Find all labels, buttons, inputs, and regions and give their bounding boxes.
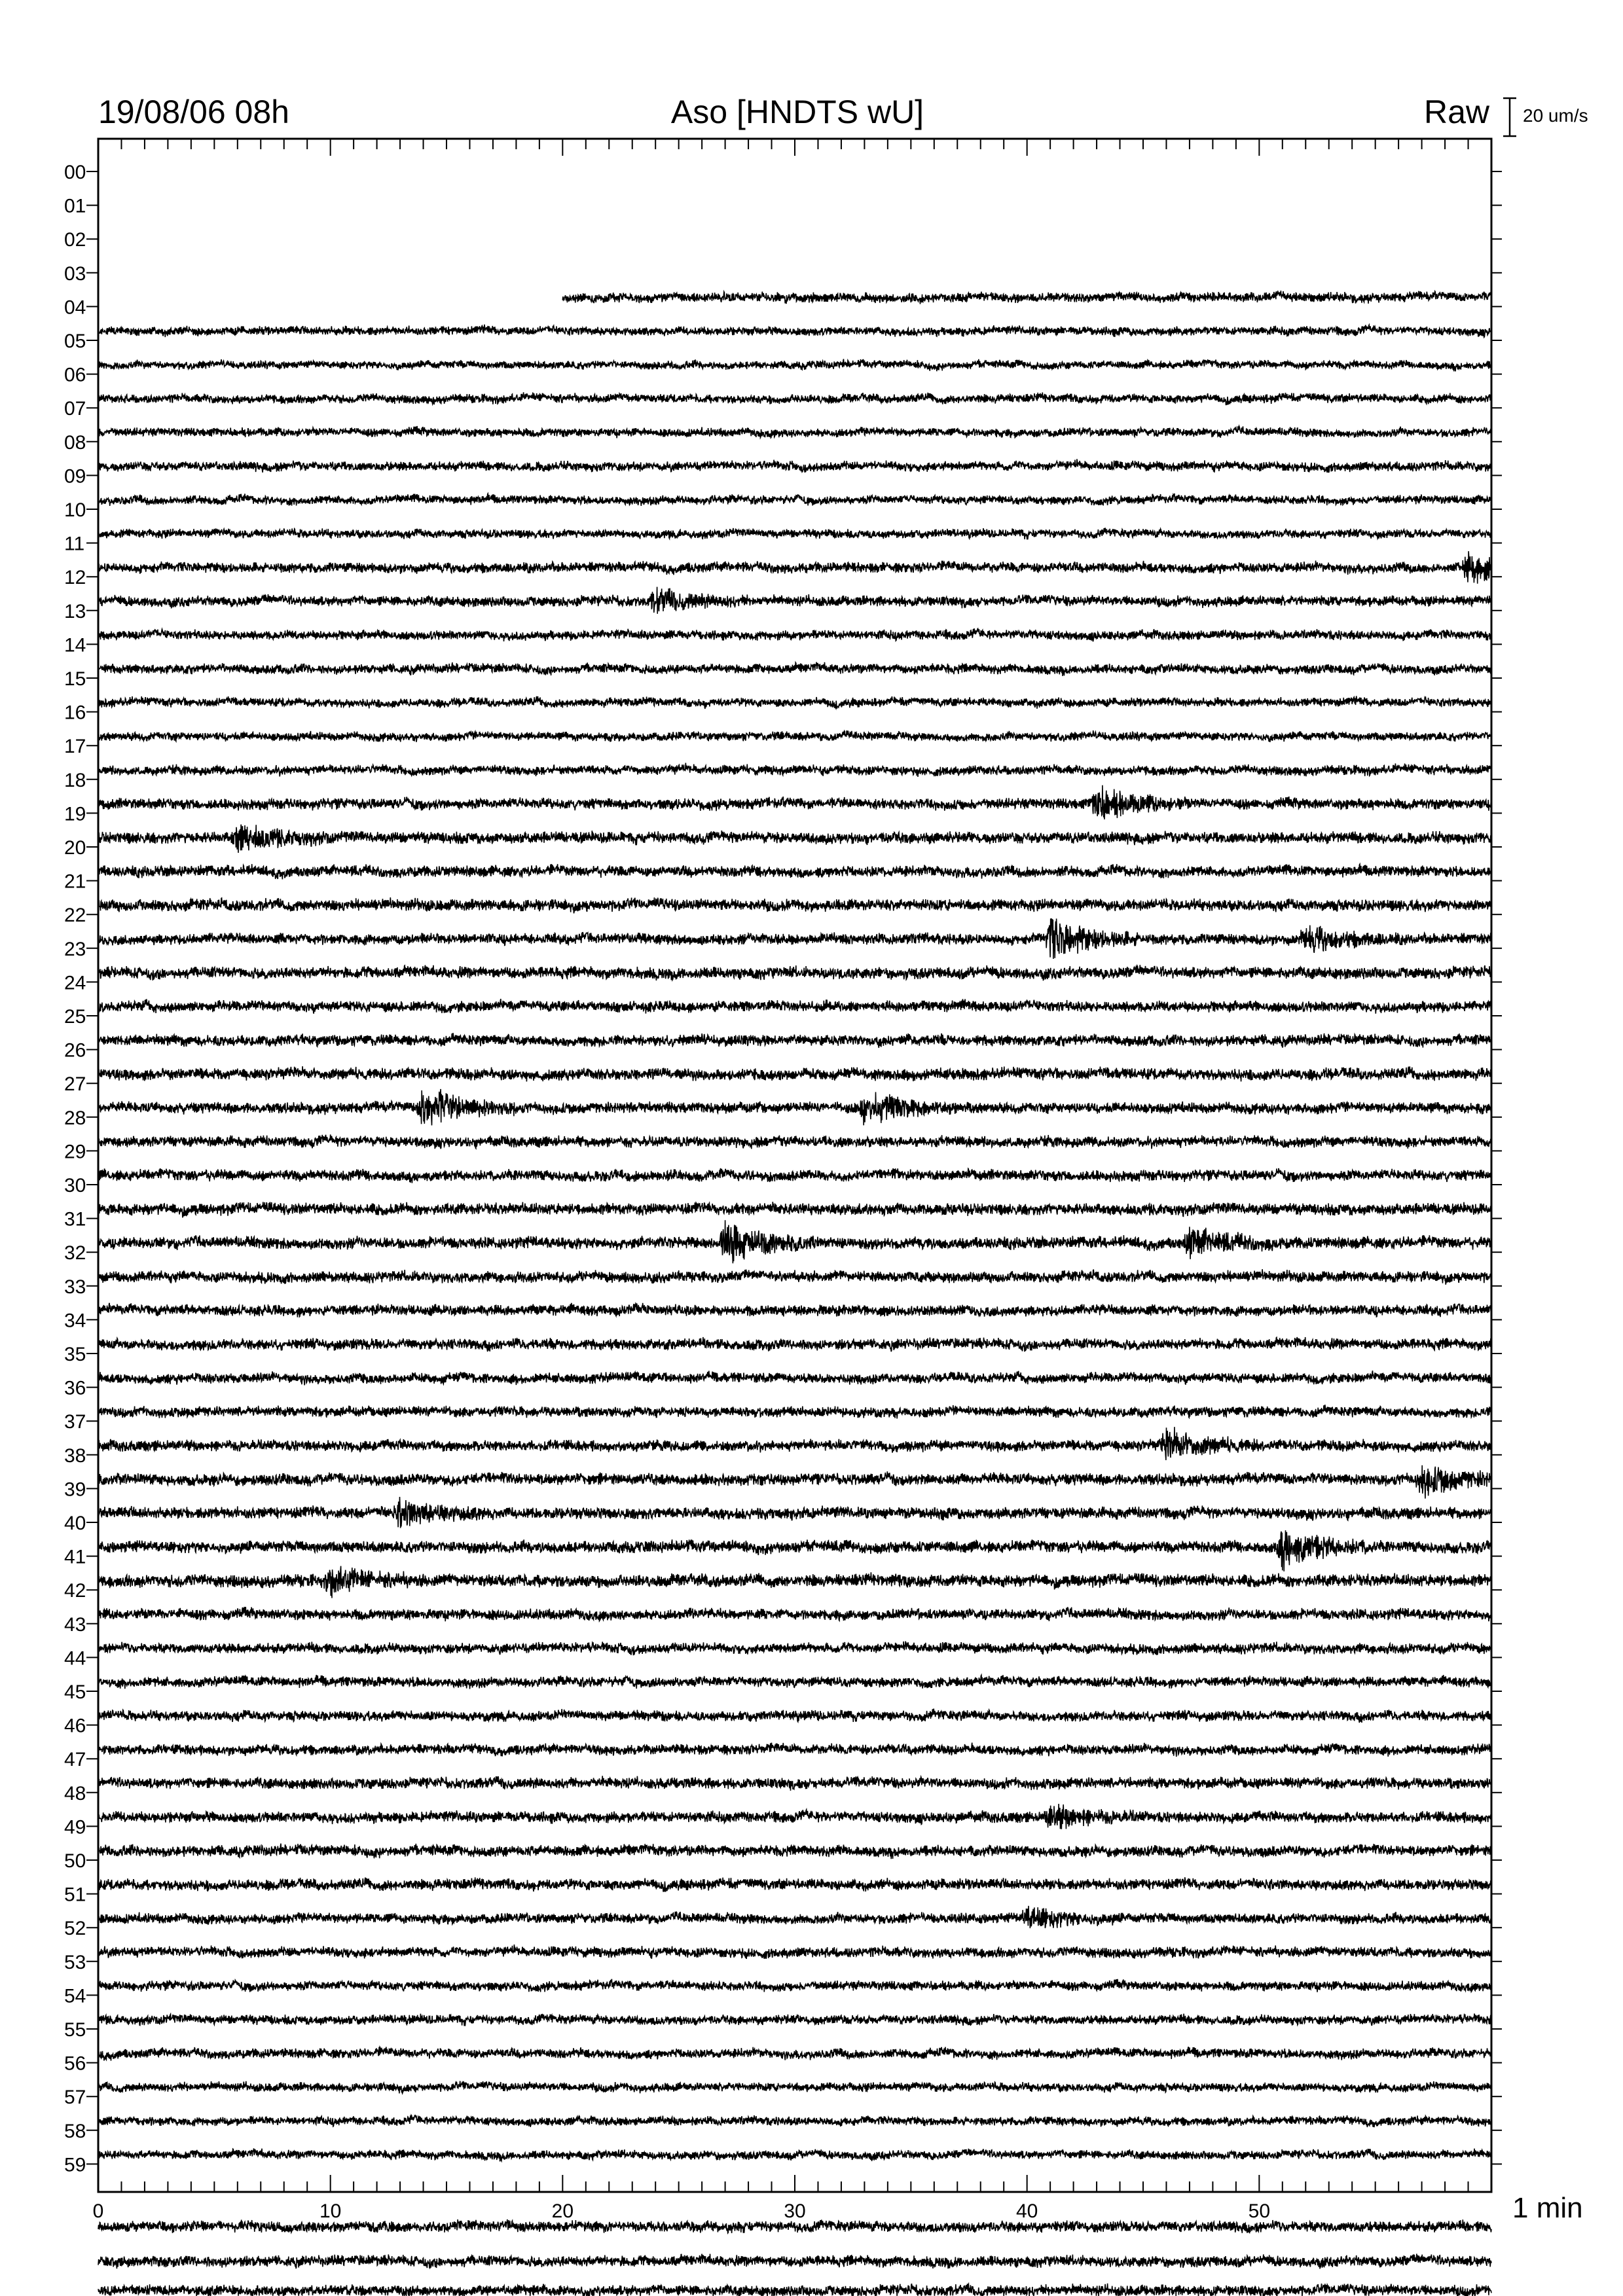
trace-row-51 [98, 1877, 1491, 1892]
row-label: 36 [64, 1377, 86, 1399]
trace-row-54 [98, 1979, 1491, 1992]
trace-row-52 [98, 1906, 1491, 1928]
trace-row-13 [98, 587, 1491, 614]
trace-row-58 [98, 2115, 1491, 2128]
row-label: 45 [64, 1681, 86, 1703]
trace-row-12 [98, 551, 1491, 584]
trace-row-53 [98, 1945, 1491, 1959]
trace-row-09 [98, 459, 1491, 473]
trace-row-35 [98, 1337, 1491, 1352]
trace-row-49 [98, 1804, 1491, 1829]
trace-row-23 [98, 918, 1491, 959]
trace-row-11 [98, 528, 1491, 539]
trace-row-32 [98, 1220, 1491, 1263]
row-label: 55 [64, 2019, 86, 2041]
trace-row-07 [98, 392, 1491, 405]
trace-row-10 [98, 493, 1491, 506]
trace-row-18 [98, 763, 1491, 777]
trace-row-30 [98, 1168, 1491, 1183]
trace-row-38 [98, 1427, 1491, 1460]
row-label: 23 [64, 938, 86, 960]
trace-row-42 [98, 1566, 1491, 1598]
row-label: 39 [64, 1479, 86, 1501]
row-label: 44 [64, 1647, 86, 1670]
row-label: 13 [64, 600, 86, 622]
chart-title: Aso [HNDTS wU] [670, 94, 924, 130]
trace-row-27 [98, 1066, 1491, 1081]
trace-row-25 [98, 999, 1491, 1014]
trace-row-08 [98, 426, 1491, 439]
row-label: 29 [64, 1141, 86, 1163]
row-label: 28 [64, 1107, 86, 1129]
trace-row-43 [98, 1607, 1491, 1621]
row-label: 52 [64, 1918, 86, 1940]
row-label: 42 [64, 1580, 86, 1602]
row-label: 41 [64, 1546, 86, 1568]
row-label: 01 [64, 195, 86, 217]
row-label: 31 [64, 1208, 86, 1230]
row-label: 15 [64, 668, 86, 690]
row-label: 46 [64, 1715, 86, 1737]
trace-row-14 [98, 628, 1491, 641]
trace-row-50 [98, 2284, 1491, 2296]
row-label: 50 [64, 1850, 86, 1872]
row-label: 34 [64, 1310, 86, 1332]
waveform-traces [98, 291, 1491, 2296]
row-label: 37 [64, 1411, 86, 1433]
x-tick-label: 40 [1015, 2200, 1038, 2222]
row-label: 43 [64, 1613, 86, 1636]
trace-row-24 [98, 965, 1491, 980]
row-label: 07 [64, 398, 86, 420]
row-label: 04 [64, 296, 86, 319]
row-label: 53 [64, 1951, 86, 1973]
row-label: 05 [64, 331, 86, 352]
row-label: 17 [64, 736, 86, 758]
row-label: 51 [64, 1884, 86, 1906]
row-label: 32 [64, 1242, 86, 1265]
x-tick-label: 30 [784, 2200, 806, 2222]
trace-row-46 [98, 1709, 1491, 1723]
row-label: 19 [64, 803, 86, 825]
row-label: 27 [64, 1073, 86, 1096]
row-label: 24 [64, 972, 86, 994]
x-tick-label: 20 [551, 2200, 574, 2222]
x-tick-label: 50 [1248, 2200, 1271, 2222]
trace-row-56 [98, 2047, 1491, 2060]
trace-row-04 [562, 291, 1491, 304]
row-label: 57 [64, 2087, 86, 2109]
row-label: 54 [64, 1985, 86, 2007]
row-label: 47 [64, 1749, 86, 1771]
trace-row-47 [98, 1743, 1491, 1757]
trace-row-15 [98, 662, 1491, 676]
row-label: 33 [64, 1276, 86, 1298]
row-label: 59 [64, 2154, 86, 2176]
trace-row-57 [98, 2081, 1491, 2094]
trace-row-39 [98, 1465, 1491, 1499]
trace-row-40 [98, 1497, 1491, 1528]
row-label: 00 [64, 162, 86, 183]
row-label: 25 [64, 1006, 86, 1028]
row-label: 18 [64, 769, 86, 791]
trace-row-44 [98, 1641, 1491, 1655]
row-label: 38 [64, 1444, 86, 1467]
row-label: 08 [64, 431, 86, 454]
trace-row-50 [98, 1844, 1491, 1859]
x-axis-label: 1 min [1512, 2192, 1583, 2224]
trace-row-17 [98, 730, 1491, 742]
row-label: 40 [64, 1513, 86, 1534]
trace-row-49 [98, 2254, 1491, 2269]
trace-row-06 [98, 359, 1491, 372]
datetime-label: 19/08/06 08h [98, 94, 289, 130]
trace-row-41 [98, 1530, 1491, 1571]
row-label: 49 [64, 1816, 86, 1839]
row-label: 20 [64, 837, 86, 859]
amplitude-scale-bar [1503, 98, 1588, 136]
trace-row-55 [98, 2013, 1491, 2026]
row-label: 56 [64, 2053, 86, 2075]
row-label: 16 [64, 702, 86, 724]
row-label: 30 [64, 1175, 86, 1196]
trace-row-31 [98, 1202, 1491, 1217]
trace-row-29 [98, 1134, 1491, 1149]
row-label: 03 [64, 262, 86, 285]
trace-row-16 [98, 696, 1491, 709]
filter-mode-label: Raw [1423, 94, 1489, 130]
row-label: 09 [64, 465, 86, 488]
trace-row-28 [98, 1089, 1491, 1126]
trace-row-36 [98, 1371, 1491, 1385]
trace-row-48 [98, 1776, 1491, 1791]
x-tick-label: 0 [92, 2200, 104, 2222]
trace-row-37 [98, 1405, 1491, 1418]
row-label: 21 [64, 870, 86, 893]
trace-row-34 [98, 1303, 1491, 1318]
x-tick-labels [93, 2200, 1270, 2222]
trace-row-21 [98, 864, 1491, 879]
row-label: 48 [64, 1782, 86, 1804]
trace-row-05 [98, 325, 1491, 338]
row-label: 26 [64, 1039, 86, 1062]
row-label: 02 [64, 229, 86, 251]
row-label: 12 [64, 567, 86, 589]
trace-row-26 [98, 1033, 1491, 1048]
row-label: 06 [64, 364, 86, 386]
row-label: 11 [64, 533, 85, 555]
trace-row-19 [98, 785, 1491, 819]
trace-row-45 [98, 1675, 1491, 1689]
row-label: 58 [64, 2120, 86, 2142]
row-label: 14 [64, 634, 86, 656]
x-tick-label: 10 [319, 2200, 342, 2222]
trace-row-33 [98, 1269, 1491, 1285]
row-label: 10 [64, 499, 86, 521]
trace-row-59 [98, 2148, 1491, 2161]
row-label: 22 [64, 905, 86, 927]
amplitude-scale-label: 20 um/s [1523, 105, 1588, 126]
trace-row-20 [98, 825, 1491, 853]
trace-row-22 [98, 897, 1491, 913]
row-label: 35 [64, 1344, 86, 1365]
